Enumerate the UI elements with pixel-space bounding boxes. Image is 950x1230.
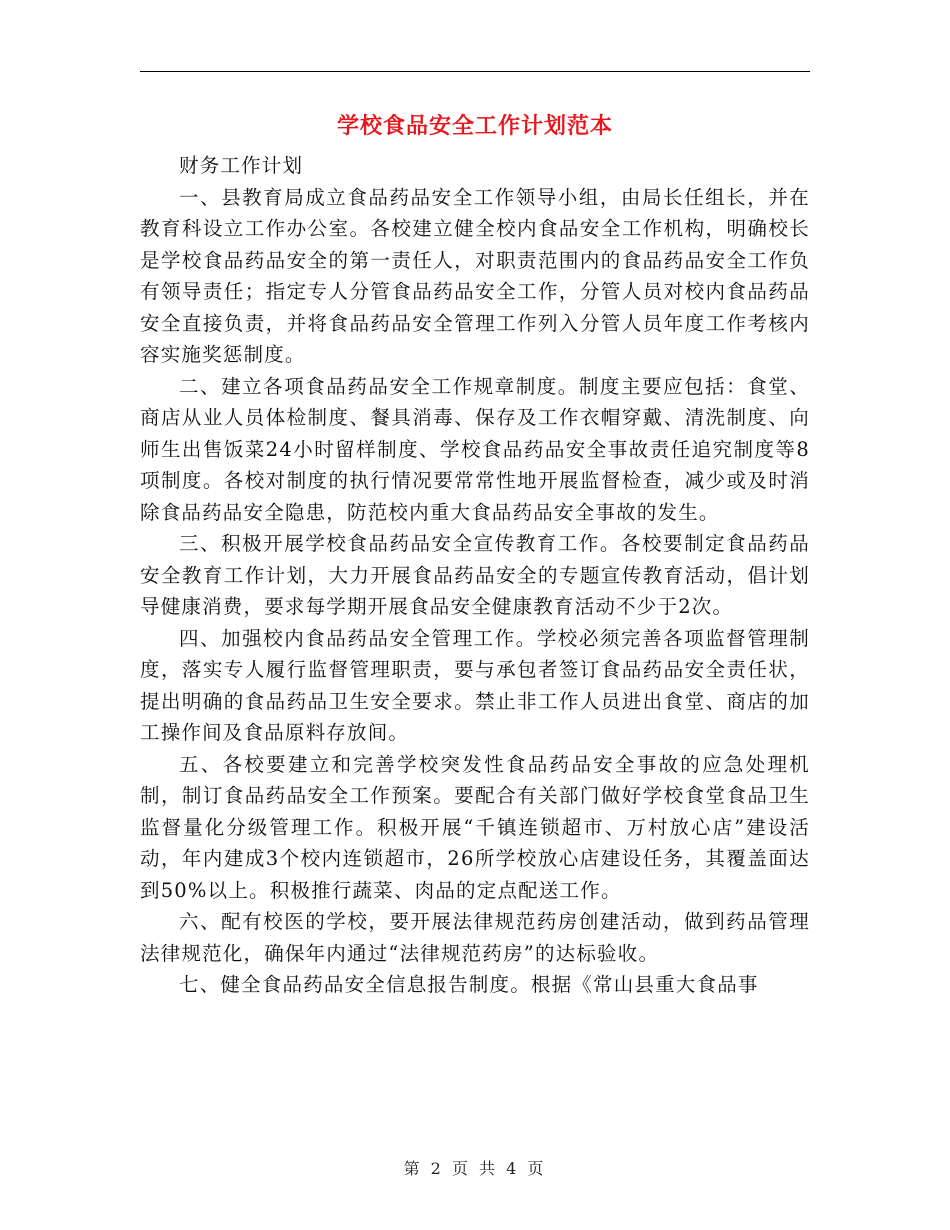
paragraph-section-7: 七、健全食品药品安全信息报告制度。根据《常山县重大食品事 — [179, 973, 759, 996]
paragraph-section-3: 三、积极开展学校食品药品安全宣传教育工作。各校要制定食品药品安全教育工作计划，大力开展食品药品安全的专题宣传教育活动，倡计划导健康消费，要求每学期开展食品安全健康教育活动不少于2次。 — [140, 532, 810, 618]
paragraph-section-6: 六、配有校医的学校，要开展法律规范药房创建活动，做到药品管理法律规范化，确保年内通过“法律规范药房”的达标验收。 — [140, 910, 810, 965]
paragraph-heading: 财务工作计划 — [179, 154, 304, 177]
header-rule — [140, 71, 810, 72]
paragraph-section-4: 四、加强校内食品药品安全管理工作。学校必须完善各项监督管理制度，落实专人履行监督管理职责，要与承包者签订食品药品安全责任状，提出明确的食品药品卫生安全要求。禁止非工作人员进出食堂、商店的加工操作间及食品原料存放间。 — [140, 626, 810, 744]
document-title: 学校食品安全工作计划范本 — [336, 113, 613, 139]
document-body — [140, 150, 810, 1001]
paragraph-section-5: 五、各校要建立和完善学校突发性食品药品安全事故的应急处理机制，制订食品药品安全工作预案。要配合有关部门做好学校食堂食品卫生监督量化分级管理工作。积极开展“千镇连锁超市、万村放心店”建设活动，年内建成3个校内连锁超市，26所学校放心店建设任务，其覆盖面达到50%以上。积极推行蔬菜、肉品的定点配送工作。 — [140, 752, 810, 902]
page-number: 第 2 页 共 4 页 — [403, 1159, 547, 1178]
paragraph-section-1: 一、县教育局成立食品药品安全工作领导小组，由局长任组长，并在教育科设立工作办公室。各校建立健全校内食品安全工作机构，明确校长是学校食品药品安全的第一责任人，对职责范围内的食品药品安全工作负有领导责任；指定专人分管食品药品安全工作，分管人员对校内食品药品安全直接负责，并将食品药品安全管理工作列入分管人员年度工作考核内容实施奖惩制度。 — [140, 185, 810, 366]
paragraph-section-2: 二、建立各项食品药品安全工作规章制度。制度主要应包括：食堂、商店从业人员体检制度、餐具消毒、保存及工作衣帽穿戴、清洗制度、向师生出售饭菜24小时留样制度、学校食品药品安全事故责任追究制度等8项制度。各校对制度的执行情况要常常性地开展监督检查，减少或及时消除食品药品安全隐患，防范校内重大食品药品安全事故的发生。 — [140, 374, 810, 524]
